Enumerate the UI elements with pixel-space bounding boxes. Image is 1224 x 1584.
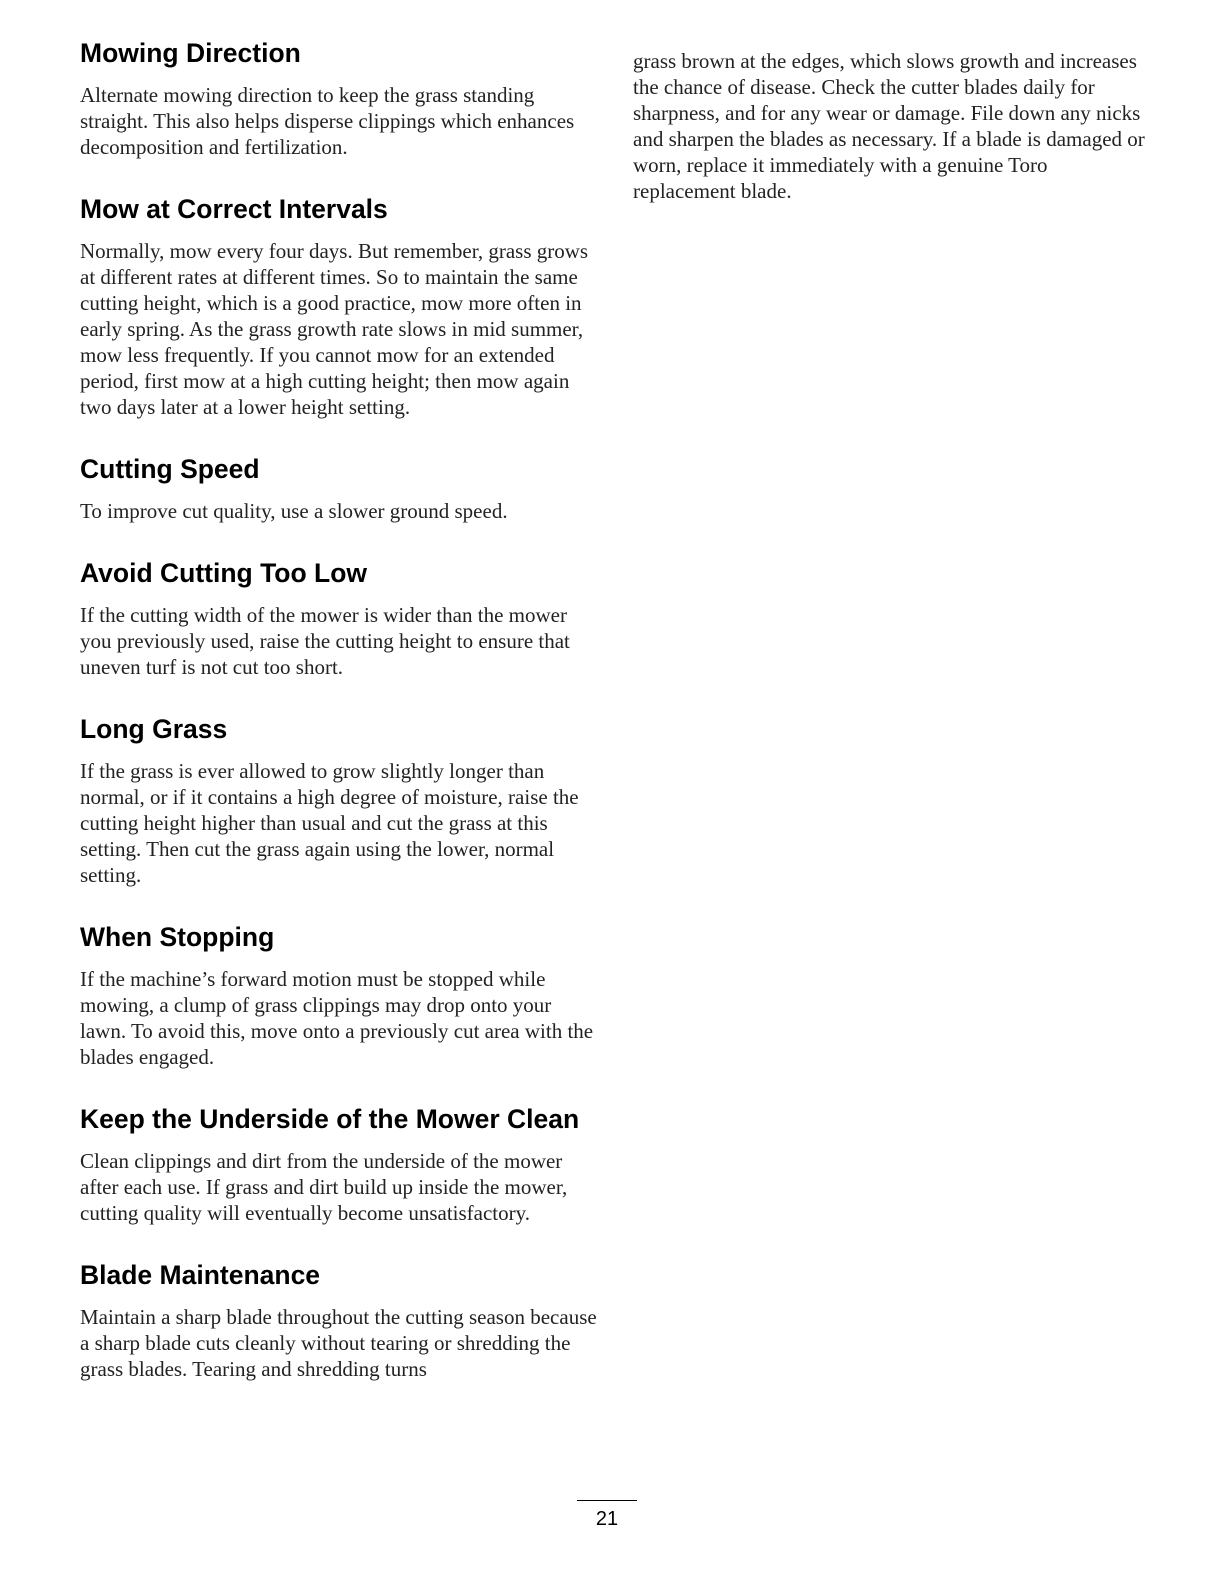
section-body: Alternate mowing direction to keep the grass standing straight. This also helps disperse clippings which enhances decomposition and fertilization.: [80, 83, 575, 159]
section-long-grass: [80, 714, 600, 888]
left-column: [80, 38, 600, 1416]
section-heading: Avoid Cutting Too Low: [80, 558, 368, 588]
section-blade-maintenance: [80, 1260, 600, 1382]
section-heading: Mowing Direction: [80, 38, 301, 68]
section-body: If the cutting width of the mower is wider than the mower you previously used, raise the cutting height to ensure that uneven turf is not cut too short.: [80, 603, 570, 679]
section-cutting-speed: [80, 454, 600, 524]
section-avoid-cutting-low: [80, 558, 600, 680]
section-body: Maintain a sharp blade throughout the cutting season because a sharp blade cuts cleanly without tearing or shredding the grass blades. Tearing and shredding turns: [80, 1305, 597, 1381]
page-number-rule: [577, 1500, 637, 1501]
section-heading: When Stopping: [80, 922, 275, 952]
page-number: 21: [595, 1508, 619, 1530]
section-heading: Keep the Underside of the Mower Clean: [80, 1104, 580, 1134]
right-column: [633, 38, 1153, 204]
section-body: If the machine’s forward motion must be stopped while mowing, a clump of grass clippings may drop onto your lawn. To avoid this, move onto a previously cut area with the blades engaged.: [80, 967, 594, 1069]
section-heading: Blade Maintenance: [80, 1260, 321, 1290]
section-heading: Long Grass: [80, 714, 228, 744]
section-when-stopping: [80, 922, 600, 1070]
continuation-paragraph: grass brown at the edges, which slows growth and increases the chance of disease. Check the cutter blades daily for sharpness, and for any wear or damage. File down any nicks and sharpen the blades as necessary. If a blade is damaged or worn, replace it immediately with a genuine Toro replacement blade.: [633, 49, 1145, 203]
section-underside-clean: [80, 1104, 600, 1226]
section-body: If the grass is ever allowed to grow slightly longer than normal, or if it contains a high degree of moisture, raise the cutting height higher than usual and cut the grass at this setting. Then cut the grass again using the lower, normal setting.: [80, 759, 579, 887]
section-body: To improve cut quality, use a slower ground speed.: [80, 499, 508, 523]
section-body: Normally, mow every four days. But remember, grass grows at different rates at different times. So to maintain the same cutting height, which is a good practice, mow more often in early spring. As the grass growth rate slows in mid summer, mow less frequently. If you cannot mow for an extended period, first mow at a high cutting height; then mow again two days later at a lower height setting.: [80, 239, 589, 419]
section-mow-intervals: [80, 194, 600, 420]
section-mowing-direction: [80, 38, 600, 160]
section-body: Clean clippings and dirt from the underside of the mower after each use. If grass and dirt build up inside the mower, cutting quality will eventually become unsatisfactory.: [80, 1149, 568, 1225]
section-heading: Cutting Speed: [80, 454, 260, 484]
section-heading: Mow at Correct Intervals: [80, 194, 388, 224]
